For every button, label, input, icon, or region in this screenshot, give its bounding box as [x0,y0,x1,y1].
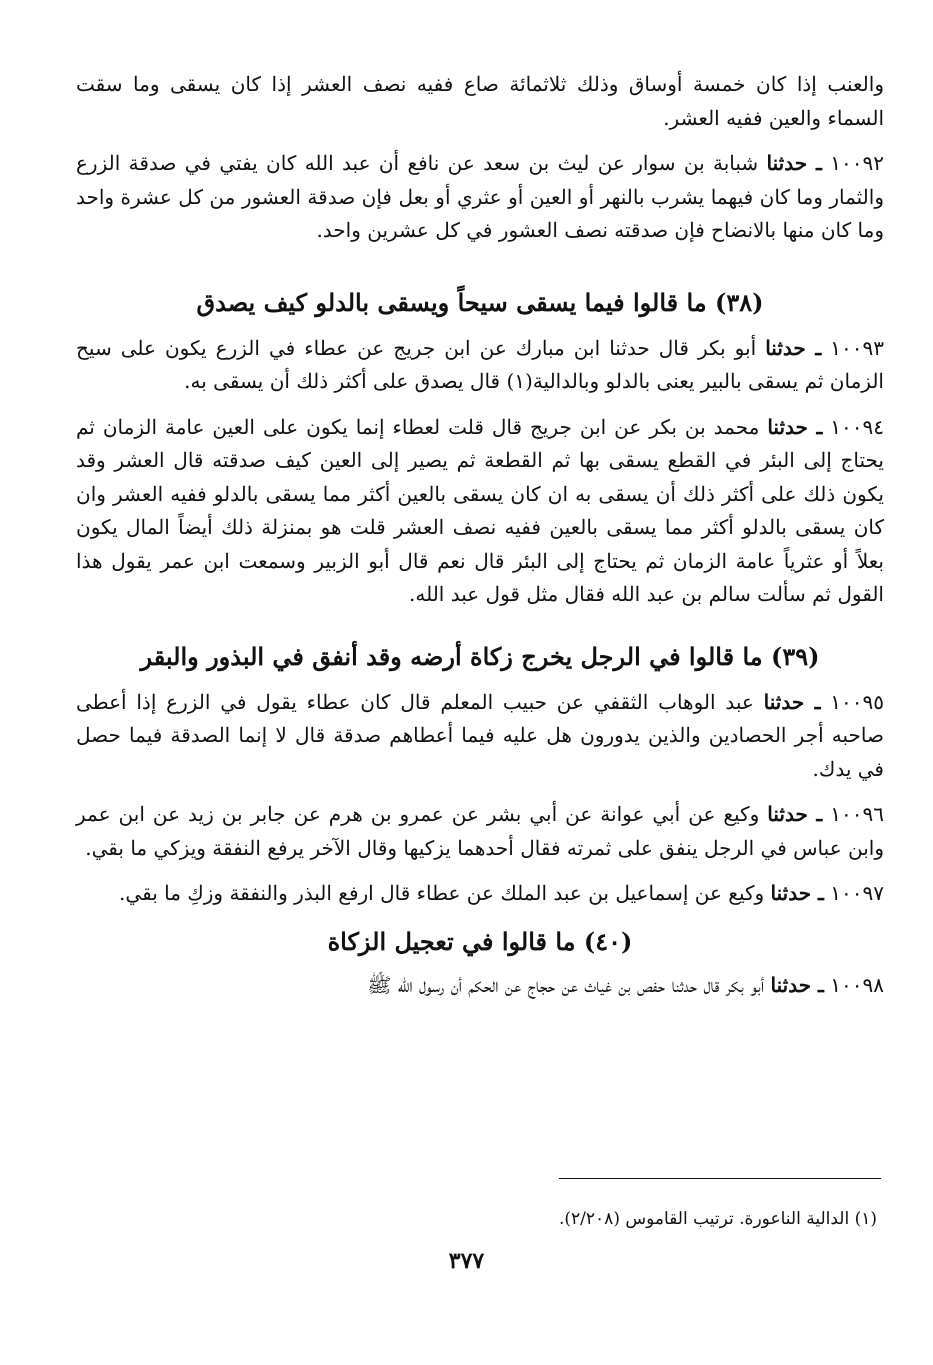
hadith-10098 [76,969,884,1003]
hadith-text: شبابة بن سوار عن ليث بن سعد عن نافع أن عبد الله كان يفتي في صدقة الزرع والثمار وما كان فيهما يشرب بالنهر أو العين أو عثري أو بعل فإن صدقة العشور من كل عشرة واحد وما كان منها بالانضاح فإن صدقته نصف العشور في كل عشرين واحد. [76,151,884,242]
paragraph-text: والعنب إذا كان خمسة أوساق وذلك ثلاثمائة صاع ففيه نصف العشر إذا كان يسقى وما سقت السماء والعين ففيه العشر. [76,72,884,130]
hadith-keyword: ـ حدثنا [770,881,824,905]
hadith-10096 [76,798,884,865]
hadith-10093 [76,332,884,399]
paragraph-continuation [76,68,884,135]
hadith-keyword: ـ حدثنا [766,151,822,175]
hadith-number: ١٠٠٩٤ [830,414,884,439]
hadith-10094 [76,411,884,612]
hadith-number: ١٠٠٩٢ [830,151,884,175]
hadith-keyword: ـ حدثنا [763,689,821,714]
hadith-number: ١٠٠٩٣ [830,335,885,360]
hadith-keyword: ـ حدثنا [767,802,823,826]
hadith-keyword: ـ حدثنا [767,414,823,439]
footnote: (١) الدالية الناعورة. ترتيب القاموس (٢/٢٠٨). [559,1209,877,1229]
hadith-text: وكيع عن إسماعيل بن عبد الملك عن عطاء قال ارفع البذر والنفقة وزكِ ما بقي. [119,881,765,905]
section-heading-39: (٣٩) ما قالوا في الرجل يخرج زكاة أرضه وقد أنفق في البذور والبقر [140,641,820,671]
page-body [76,68,884,1002]
hadith-10097 [76,877,884,911]
hadith-10092 [76,147,884,248]
hadith-number: ١٠٠٩٦ [830,802,885,826]
hadith-text: أبو بكر قال حدثنا حفص بن غياث عن حجاج عن الحكم أن رسول الله ﷺ [367,972,765,997]
hadith-number: ١٠٠٩٧ [830,881,884,905]
footnote-divider [559,1178,881,1179]
hadith-text: أبو بكر قال حدثنا ابن مبارك عن ابن جريج عن عطاء في الزرع يكون على سيح الزمان ثم يسقى بالبير يعنى بالدلو وبالدالية(١) قال يصدق على أكثر ذلك أن يسقى به. [76,335,884,393]
hadith-keyword: ـ حدثنا [770,972,824,997]
hadith-text: وكيع عن أبي عوانة عن أبي بشر عن عمرو بن هرم عن جابر بن زيد عن ابن عمر وابن عباس في الرجل ينفق على ثمرته فقال أحدهما يزكيها وقال الآخر يرفع النفقة ويزكي ما بقي. [76,802,884,860]
hadith-text: عبد الوهاب الثقفي عن حبيب المعلم قال كان عطاء يقول في الزرع إذا أعطى صاحبه أجر الحصادين والذين يدورون هل عليه فيما أعطاهم صدقة قال لا إنما الصدقة فيما حصل في يدك. [76,689,884,781]
section-heading-38: (٣٨) ما قالوا فيما يسقى سيحاً ويسقى بالدلو كيف يصدق [196,287,764,317]
hadith-keyword: ـ حدثنا [765,335,822,360]
hadith-10095 [76,686,884,787]
hadith-number: ١٠٠٩٥ [830,689,884,714]
page-number: ٣٧٧ [448,1248,485,1274]
section-heading-40: (٤٠) ما قالوا في تعجيل الزكاة [327,926,633,956]
hadith-number: ١٠٠٩٨ [830,972,884,997]
hadith-text: محمد بن بكر عن ابن جريج قال قلت لعطاء إنما يكون على العين عامة الزمان ثم يحتاج إلى البئر في القطع يسقى بها ثم القطعة ثم يصير إلى العين كيف صدقته قال العشر وقد يكون ذلك على أكثر ذلك أن يسقى به ان كان يسقى بالعين أكثر مما يسقى بالدلو ففيه العشر وان كان يسقى بالدلو أكثر مما يسقى بالعين ففيه نصف العشر قلت هو بمنزلة ذلك أيضاً المال يكون بعلاً أو عثرياً عامة الزمان ثم يحتاج إلى البئر قال نعم قال أبو الزبير وسمعت ابن عمر يقول هذا القول ثم سألت سالم بن عبد الله فقال مثل قول عبد الله. [76,414,884,606]
